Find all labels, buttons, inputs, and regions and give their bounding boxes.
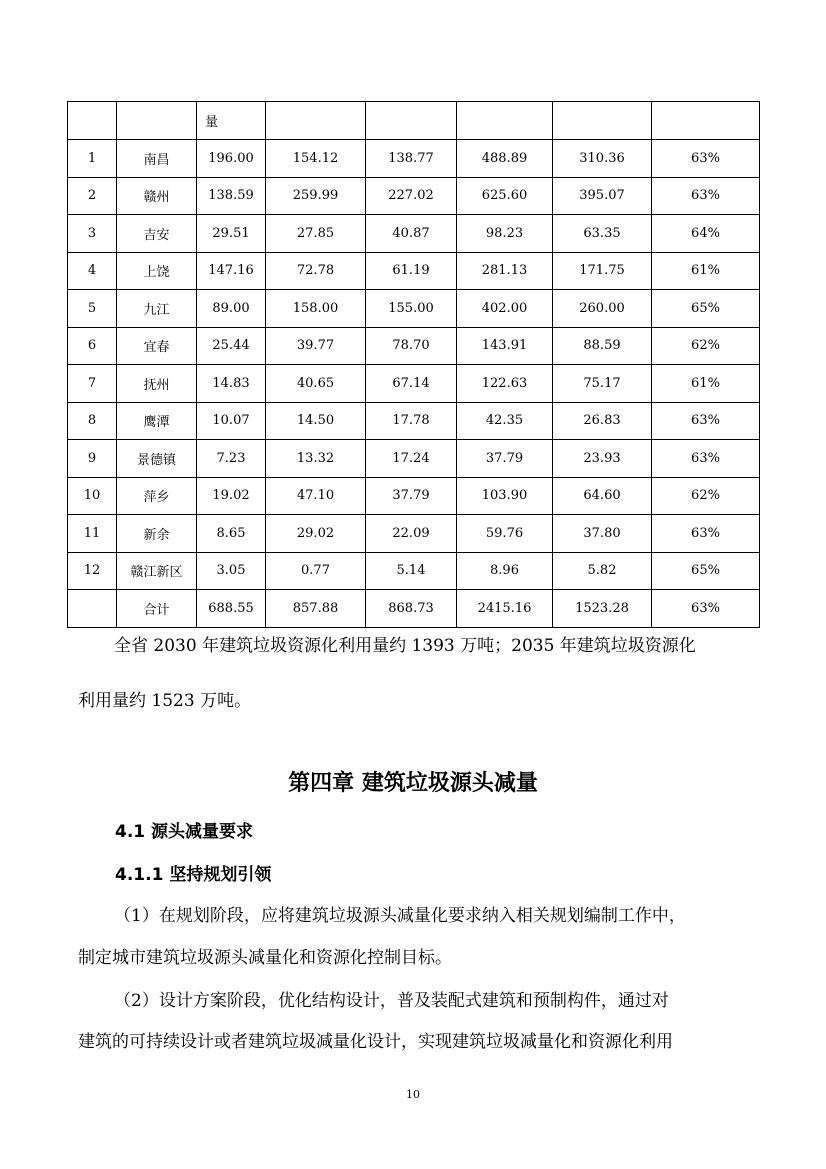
header-cell bbox=[652, 102, 760, 140]
value-cell-5: 171.75 bbox=[553, 252, 652, 290]
paragraph-2-line-1 bbox=[78, 983, 750, 1020]
value-cell-3: 17.78 bbox=[366, 402, 457, 440]
value-cell-5: 63.35 bbox=[553, 215, 652, 253]
table-row bbox=[68, 215, 760, 253]
city-name-cell: 宜春 bbox=[117, 327, 197, 365]
value-cell-2: 72.78 bbox=[266, 252, 366, 290]
city-name-cell: 赣州 bbox=[117, 177, 197, 215]
header-cell bbox=[457, 102, 553, 140]
ratio-cell: 63% bbox=[652, 590, 760, 628]
summary-text-2: 利用量约 1523 万吨。 bbox=[78, 691, 252, 711]
page-number: 10 bbox=[406, 1088, 420, 1101]
paragraph-2-line-2 bbox=[78, 1024, 750, 1061]
value-cell-3: 138.77 bbox=[366, 140, 457, 178]
row-number-cell: 10 bbox=[68, 477, 117, 515]
table-row bbox=[68, 327, 760, 365]
city-name-cell: 吉安 bbox=[117, 215, 197, 253]
table-row bbox=[68, 140, 760, 178]
table-row bbox=[68, 515, 760, 553]
value-cell-1: 25.44 bbox=[197, 327, 266, 365]
value-cell-4: 98.23 bbox=[457, 215, 553, 253]
ratio-cell: 63% bbox=[652, 440, 760, 478]
row-number-cell: 2 bbox=[68, 177, 117, 215]
table-row bbox=[68, 440, 760, 478]
ratio-cell: 63% bbox=[652, 515, 760, 553]
value-cell-4: 8.96 bbox=[457, 552, 553, 590]
value-cell-1: 29.51 bbox=[197, 215, 266, 253]
city-name-cell: 鹰潭 bbox=[117, 402, 197, 440]
header-cell-fragment: 量 bbox=[197, 102, 266, 140]
value-cell-5: 23.93 bbox=[553, 440, 652, 478]
value-cell-1: 10.07 bbox=[197, 402, 266, 440]
value-cell-5: 310.36 bbox=[553, 140, 652, 178]
table-row bbox=[68, 477, 760, 515]
value-cell-2: 158.00 bbox=[266, 290, 366, 328]
table-row bbox=[68, 365, 760, 403]
summary-line-1 bbox=[78, 628, 750, 665]
value-cell-3: 155.00 bbox=[366, 290, 457, 328]
value-cell-1: 89.00 bbox=[197, 290, 266, 328]
city-name-cell: 抚州 bbox=[117, 365, 197, 403]
summary-line-2 bbox=[78, 683, 750, 720]
row-number-cell: 12 bbox=[68, 552, 117, 590]
header-cell bbox=[553, 102, 652, 140]
row-number-cell: 8 bbox=[68, 402, 117, 440]
ratio-cell: 64% bbox=[652, 215, 760, 253]
value-cell-5: 1523.28 bbox=[553, 590, 652, 628]
value-cell-5: 5.82 bbox=[553, 552, 652, 590]
value-cell-5: 26.83 bbox=[553, 402, 652, 440]
value-cell-4: 122.63 bbox=[457, 365, 553, 403]
table-row bbox=[68, 177, 760, 215]
city-name-cell: 新余 bbox=[117, 515, 197, 553]
value-cell-2: 27.85 bbox=[266, 215, 366, 253]
paragraph-2-text-1: （2）设计方案阶段，优化结构设计，普及装配式建筑和预制构件，通过对 bbox=[114, 991, 669, 1011]
value-cell-3: 227.02 bbox=[366, 177, 457, 215]
ratio-cell: 65% bbox=[652, 290, 760, 328]
row-number-cell: 5 bbox=[68, 290, 117, 328]
value-cell-2: 40.65 bbox=[266, 365, 366, 403]
paragraph-1-line-1 bbox=[78, 898, 750, 935]
table-row bbox=[68, 290, 760, 328]
city-name-cell: 萍乡 bbox=[117, 477, 197, 515]
value-cell-4: 2415.16 bbox=[457, 590, 553, 628]
value-cell-4: 42.35 bbox=[457, 402, 553, 440]
value-cell-2: 13.32 bbox=[266, 440, 366, 478]
chapter-title: 第四章 建筑垃圾源头减量 bbox=[288, 771, 538, 796]
value-cell-3: 868.73 bbox=[366, 590, 457, 628]
value-cell-4: 103.90 bbox=[457, 477, 553, 515]
value-cell-5: 260.00 bbox=[553, 290, 652, 328]
city-name-cell: 上饶 bbox=[117, 252, 197, 290]
row-number-cell: 7 bbox=[68, 365, 117, 403]
header-cell bbox=[366, 102, 457, 140]
ratio-cell: 65% bbox=[652, 552, 760, 590]
value-cell-4: 488.89 bbox=[457, 140, 553, 178]
value-cell-5: 88.59 bbox=[553, 327, 652, 365]
value-cell-3: 37.79 bbox=[366, 477, 457, 515]
subsection-title: 4.1.1 坚持规划引领 bbox=[115, 865, 272, 885]
city-name-cell: 赣江新区 bbox=[117, 552, 197, 590]
ratio-cell: 63% bbox=[652, 140, 760, 178]
table-row bbox=[68, 402, 760, 440]
value-cell-5: 395.07 bbox=[553, 177, 652, 215]
section-title: 4.1 源头减量要求 bbox=[115, 822, 254, 842]
value-cell-3: 61.19 bbox=[366, 252, 457, 290]
ratio-cell: 63% bbox=[652, 177, 760, 215]
value-cell-4: 625.60 bbox=[457, 177, 553, 215]
row-number-cell: 1 bbox=[68, 140, 117, 178]
value-cell-1: 3.05 bbox=[197, 552, 266, 590]
value-cell-3: 40.87 bbox=[366, 215, 457, 253]
value-cell-5: 64.60 bbox=[553, 477, 652, 515]
ratio-cell: 62% bbox=[652, 477, 760, 515]
row-number-cell: 6 bbox=[68, 327, 117, 365]
value-cell-2: 154.12 bbox=[266, 140, 366, 178]
city-name-cell: 九江 bbox=[117, 290, 197, 328]
value-cell-3: 5.14 bbox=[366, 552, 457, 590]
value-cell-3: 17.24 bbox=[366, 440, 457, 478]
row-number-cell: 3 bbox=[68, 215, 117, 253]
value-cell-2: 39.77 bbox=[266, 327, 366, 365]
ratio-cell: 63% bbox=[652, 402, 760, 440]
table-row bbox=[68, 252, 760, 290]
paragraph-1-line-2 bbox=[78, 940, 750, 977]
ratio-cell: 61% bbox=[652, 365, 760, 403]
value-cell-4: 143.91 bbox=[457, 327, 553, 365]
value-cell-1: 14.83 bbox=[197, 365, 266, 403]
value-cell-1: 19.02 bbox=[197, 477, 266, 515]
value-cell-2: 259.99 bbox=[266, 177, 366, 215]
value-cell-4: 37.79 bbox=[457, 440, 553, 478]
city-data-table bbox=[67, 101, 760, 628]
row-number-cell bbox=[68, 590, 117, 628]
ratio-cell: 62% bbox=[652, 327, 760, 365]
value-cell-4: 59.76 bbox=[457, 515, 553, 553]
row-number-cell: 9 bbox=[68, 440, 117, 478]
city-name-cell: 合计 bbox=[117, 590, 197, 628]
value-cell-2: 0.77 bbox=[266, 552, 366, 590]
value-cell-1: 8.65 bbox=[197, 515, 266, 553]
city-name-cell: 南昌 bbox=[117, 140, 197, 178]
paragraph-2-text-2: 建筑的可持续设计或者建筑垃圾减量化设计，实现建筑垃圾减量化和资源化利用 bbox=[78, 1032, 673, 1052]
value-cell-4: 402.00 bbox=[457, 290, 553, 328]
paragraph-1-text-1: （1）在规划阶段，应将建筑垃圾源头减量化要求纳入相关规划编制工作中， bbox=[114, 906, 686, 926]
value-cell-5: 75.17 bbox=[553, 365, 652, 403]
summary-text-1: 全省 2030 年建筑垃圾资源化利用量约 1393 万吨；2035 年建筑垃圾资源化 bbox=[114, 636, 696, 656]
value-cell-3: 78.70 bbox=[366, 327, 457, 365]
row-number-cell: 11 bbox=[68, 515, 117, 553]
value-cell-2: 857.88 bbox=[266, 590, 366, 628]
value-cell-5: 37.80 bbox=[553, 515, 652, 553]
row-number-cell: 4 bbox=[68, 252, 117, 290]
ratio-cell: 61% bbox=[652, 252, 760, 290]
value-cell-1: 688.55 bbox=[197, 590, 266, 628]
header-cell bbox=[117, 102, 197, 140]
header-cell bbox=[266, 102, 366, 140]
table-header-row bbox=[68, 102, 760, 140]
value-cell-3: 67.14 bbox=[366, 365, 457, 403]
paragraph-1-text-2: 制定城市建筑垃圾源头减量化和资源化控制目标。 bbox=[78, 948, 452, 968]
table-row bbox=[68, 552, 760, 590]
table-total-row bbox=[68, 590, 760, 628]
value-cell-4: 281.13 bbox=[457, 252, 553, 290]
value-cell-1: 196.00 bbox=[197, 140, 266, 178]
value-cell-1: 7.23 bbox=[197, 440, 266, 478]
value-cell-2: 14.50 bbox=[266, 402, 366, 440]
value-cell-3: 22.09 bbox=[366, 515, 457, 553]
value-cell-1: 138.59 bbox=[197, 177, 266, 215]
value-cell-2: 29.02 bbox=[266, 515, 366, 553]
value-cell-1: 147.16 bbox=[197, 252, 266, 290]
city-name-cell: 景德镇 bbox=[117, 440, 197, 478]
value-cell-2: 47.10 bbox=[266, 477, 366, 515]
header-cell bbox=[68, 102, 117, 140]
